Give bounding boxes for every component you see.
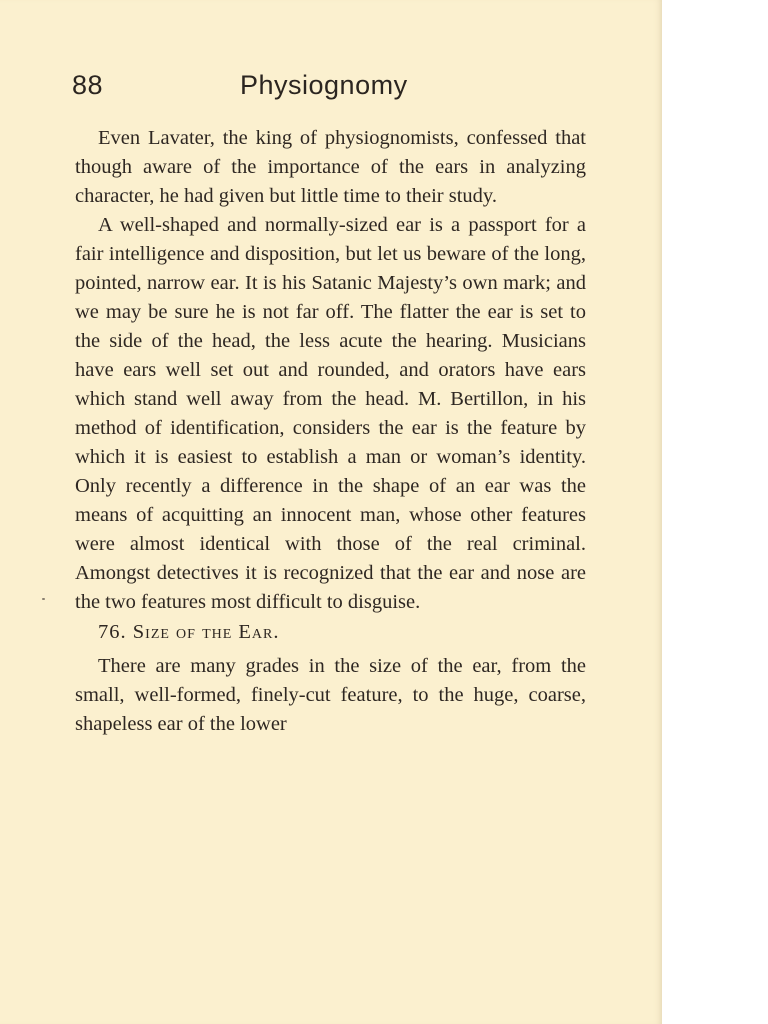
paragraph-lavater: Even Lavater, the king of physiognomists, confessed that though aware of the importance of the ears in analyzing character, he had given but little time to their study.	[75, 127, 586, 207]
page-number: 88	[72, 70, 104, 100]
paper-speck	[42, 598, 45, 600]
page-header	[72, 70, 592, 110]
section-heading: 76. Size of the Ear.	[98, 621, 280, 643]
paragraph-ear-shape: A well-shaped and normally-sized ear is a passport for a fair intelligence and disposition, but let us beware of the long, pointed, narrow ear. It is his Satanic Majesty’s own mark; and we may be sure he is not far off. The flatter the ear is set to the side of the head, the less acute the hearing. Musicians have ears well set out and rounded, and orators have ears which stand well away from the head. M. Bertillon, in his method of identification, considers the ear is the feature by which it is easiest to establish a man or woman’s identity. Only recently a difference in the shape of an ear was the means of acquitting an innocent man, whose other features were almost identical with those of the real criminal. Amongst detectives it is recognized that the ear and nose are the two features most difficult to disguise.	[75, 214, 586, 613]
scan-margin	[662, 0, 768, 1024]
running-title: Physiognomy	[240, 70, 408, 100]
paragraph-ear-size: There are many grades in the size of the ear, from the small, well-formed, finely-cut feature, to the huge, coarse, shapeless ear of the lower	[75, 655, 586, 735]
page-body	[75, 124, 586, 739]
